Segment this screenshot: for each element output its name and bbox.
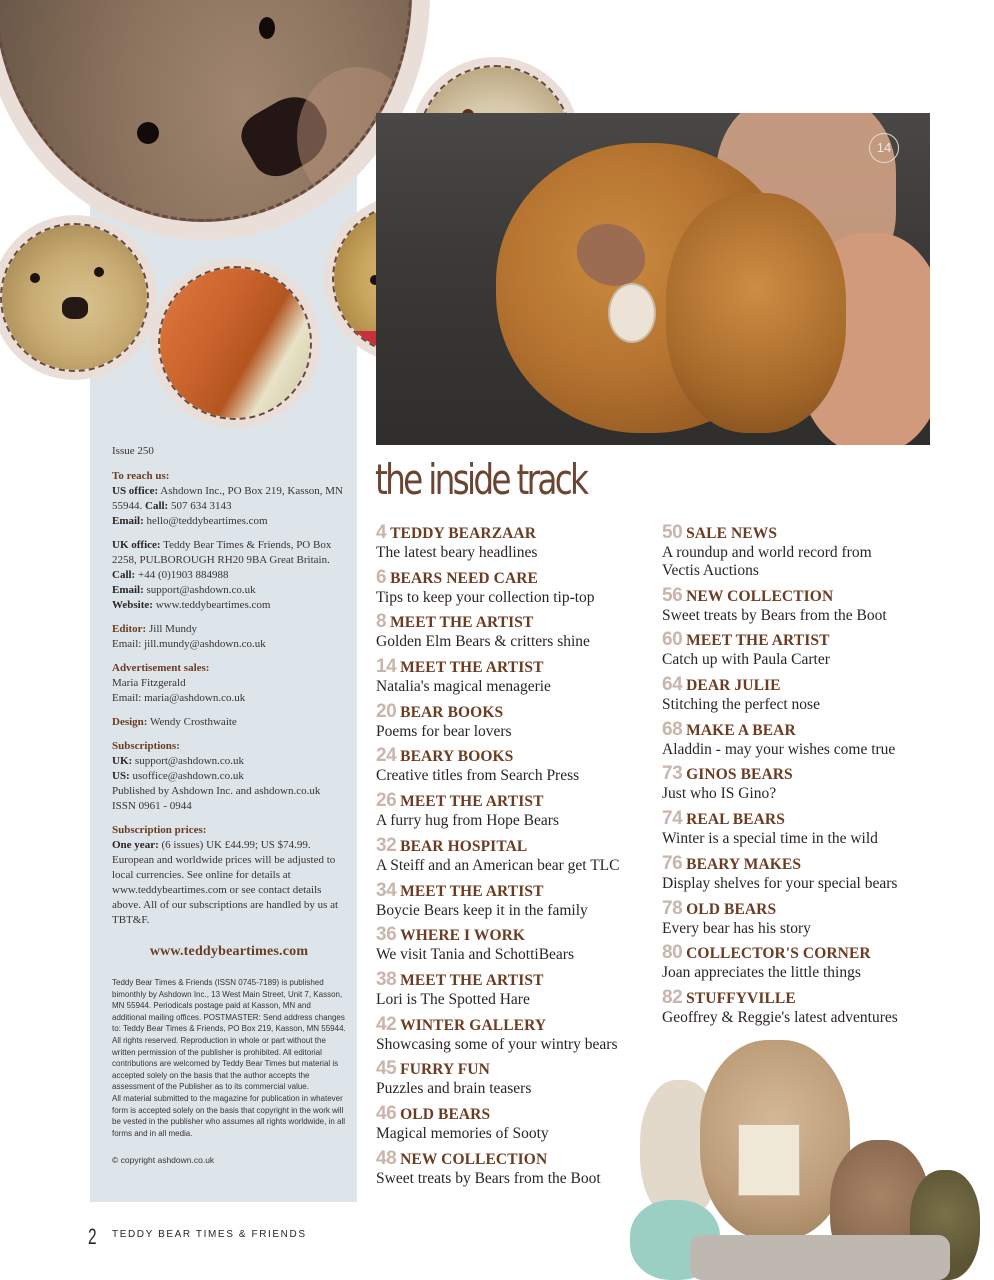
entry-section: SALE NEWS <box>686 525 778 542</box>
entry-page: 34 <box>376 879 397 901</box>
entry-desc: Creative titles from Search Press <box>376 767 580 785</box>
running-title: TEDDY BEAR TIMES & FRIENDS <box>112 1229 307 1240</box>
editor-email[interactable]: Email: jill.mundy@ashdown.co.uk <box>112 638 266 650</box>
entry-desc: Every bear has his story <box>662 919 811 937</box>
entry-section: BEARS NEED CARE <box>390 569 538 587</box>
contents-entry[interactable] <box>376 1148 666 1193</box>
entry-section: NEW COLLECTION <box>400 1150 548 1168</box>
entry-desc: Display shelves for your special bears <box>662 874 898 892</box>
published-by: Published by Ashdown Inc. and ashdown.co.uk ISSN 0961 - 0944 <box>112 785 321 812</box>
contents-entry[interactable] <box>662 898 962 943</box>
contents-entry[interactable] <box>376 790 666 835</box>
entry-desc: A Steiff and an American bear get TLC <box>376 856 620 874</box>
ads-block <box>112 661 346 706</box>
ads-name: Maria Fitzgerald <box>112 677 186 689</box>
entry-desc: Golden Elm Bears & critters shine <box>376 633 590 651</box>
entry-section: GINOS BEARS <box>686 766 793 784</box>
issue-number: Issue 250 <box>112 445 154 457</box>
entry-section: COLLECTOR'S CORNER <box>686 945 871 963</box>
entry-page: 42 <box>376 1013 397 1035</box>
entry-section: NEW COLLECTION <box>686 587 834 605</box>
contents-entry[interactable] <box>662 585 962 630</box>
subs-uk-email[interactable]: support@ashdown.co.uk <box>134 755 245 767</box>
page-number: 2 <box>88 1224 97 1249</box>
contents-entry[interactable] <box>662 763 962 808</box>
editor-label: Editor: <box>112 623 147 635</box>
contents-entry[interactable] <box>376 969 666 1014</box>
entry-section: BEARY BOOKS <box>400 748 514 766</box>
entry-page: 74 <box>662 808 683 830</box>
page-title: the inside track <box>375 455 587 504</box>
us-office-phone: 507 634 3143 <box>170 500 232 512</box>
entry-desc: Lori is The Spotted Hare <box>376 990 530 1008</box>
contents-entry[interactable] <box>376 880 666 925</box>
entry-section: BEARY MAKES <box>686 855 802 873</box>
uk-office-label: UK office: <box>112 539 161 551</box>
contents-entry[interactable] <box>376 835 666 880</box>
design-block <box>112 715 346 730</box>
uk-email-label: Email: <box>112 584 144 596</box>
entry-section: OLD BEARS <box>400 1105 491 1123</box>
design-label: Design: <box>112 716 148 728</box>
contents-entry[interactable] <box>376 1058 666 1103</box>
prices-heading: Subscription prices: <box>112 824 207 836</box>
bear-closeup-photo <box>0 0 430 240</box>
entry-page: 8 <box>376 611 387 633</box>
contents-entry[interactable] <box>662 674 962 719</box>
contents-entry[interactable] <box>662 808 962 853</box>
entry-page: 78 <box>662 897 683 919</box>
entry-desc: Aladdin - may your wishes come true <box>662 740 896 758</box>
entry-desc: Boycie Bears keep it in the family <box>376 901 588 919</box>
editor-block <box>112 622 346 652</box>
prices-note: European and worldwide prices will be adjusted to local currencies. See online for details at www.teddybeartimes.com or see contact details above. All of our subscriptions are handled by us at TBT&F. <box>112 854 339 926</box>
entry-page: 64 <box>662 674 683 696</box>
us-call-label: Call: <box>145 500 169 512</box>
entry-page: 56 <box>662 584 683 606</box>
entry-desc: We visit Tania and SchottiBears <box>376 946 574 964</box>
contents-entry[interactable] <box>662 719 962 764</box>
entry-desc: Poems for bear lovers <box>376 722 512 740</box>
entry-page: 26 <box>376 790 397 812</box>
us-office-address: Ashdown Inc., PO Box 219, Kasson, MN 55944. <box>112 485 344 512</box>
website-link[interactable]: www.teddybeartimes.com <box>155 599 271 611</box>
us-email-label: Email: <box>112 515 144 527</box>
entry-page: 6 <box>376 566 387 588</box>
entry-section: WHERE I WORK <box>400 927 526 945</box>
entry-section: OLD BEARS <box>686 900 777 918</box>
ads-heading: Advertisement sales: <box>112 662 210 674</box>
contents-entry[interactable] <box>376 924 666 969</box>
entry-desc: A furry hug from Hope Bears <box>376 812 559 830</box>
entry-page: 20 <box>376 700 397 722</box>
entry-desc: Showcasing some of your wintry bears <box>376 1035 618 1053</box>
entry-page: 68 <box>662 718 683 740</box>
design-name: Wendy Crosthwaite <box>150 716 237 728</box>
bear-group-photo <box>630 1040 994 1280</box>
uk-office-block <box>112 538 346 613</box>
contents-entry[interactable] <box>376 522 666 567</box>
contents-column-right <box>662 522 962 1032</box>
entry-section: MEET THE ARTIST <box>400 793 544 811</box>
us-office-label: US office: <box>112 485 159 497</box>
featured-bear-photo <box>376 113 930 445</box>
entry-page: 50 <box>662 522 683 543</box>
entry-page: 46 <box>376 1102 397 1124</box>
entry-page: 36 <box>376 924 397 946</box>
entry-section: BEAR HOSPITAL <box>400 837 528 855</box>
entry-desc: Joan appreciates the little things <box>662 964 861 982</box>
bear-photo-circle-3 <box>150 258 320 428</box>
subs-heading: Subscriptions: <box>112 740 180 752</box>
us-office-email[interactable]: hello@teddybeartimes.com <box>146 515 268 527</box>
reach-heading: To reach us: <box>112 470 170 482</box>
entry-section: BEAR BOOKS <box>400 703 504 721</box>
subs-us-email[interactable]: usoffice@ashdown.co.uk <box>132 770 244 782</box>
entry-section: FURRY FUN <box>400 1061 490 1079</box>
entry-desc: The latest beary headlines <box>376 544 538 561</box>
entry-desc: Sweet treats by Bears from the Boot <box>662 606 887 624</box>
contents-entry[interactable] <box>662 522 962 585</box>
entry-page: 82 <box>662 986 683 1008</box>
contents-entry[interactable] <box>662 942 962 987</box>
entry-page: 73 <box>662 763 683 785</box>
contents-column-left <box>376 522 666 1192</box>
legal-text <box>112 977 346 1139</box>
entry-desc: Magical memories of Sooty <box>376 1124 549 1142</box>
entry-desc: Just who IS Gino? <box>662 785 777 803</box>
contents-entry[interactable] <box>376 611 666 656</box>
uk-office-address: Teddy Bear Times & Friends, PO Box 2258, PULBOROUGH RH20 9BA Great Britain. <box>112 539 332 566</box>
entry-section: STUFFYVILLE <box>686 989 796 1007</box>
contents-entry[interactable] <box>376 656 666 701</box>
one-year-price: (6 issues) UK £44.99; US $74.99. <box>161 839 311 851</box>
entry-section: MEET THE ARTIST <box>400 659 544 677</box>
subs-uk-label: UK: <box>112 755 133 767</box>
entry-page: 48 <box>376 1147 397 1169</box>
entry-section: MAKE A BEAR <box>686 721 796 739</box>
entry-desc: Winter is a special time in the wild <box>662 830 878 848</box>
entry-page: 38 <box>376 968 397 990</box>
entry-desc: Puzzles and brain teasers <box>376 1080 532 1098</box>
entry-desc: Natalia's magical menagerie <box>376 678 551 696</box>
uk-call-label: Call: <box>112 569 136 581</box>
contents-entry[interactable] <box>376 745 666 790</box>
entry-section: MEET THE ARTIST <box>400 971 544 989</box>
ads-email[interactable]: Email: maria@ashdown.co.uk <box>112 692 246 704</box>
one-year-label: One year: <box>112 839 159 851</box>
website-label: Website: <box>112 599 153 611</box>
entry-section: TEDDY BEARZAAR <box>390 525 537 542</box>
copyright: © copyright ashdown.co.uk <box>112 1155 215 1166</box>
subscriptions-block <box>112 739 346 814</box>
entry-page: 4 <box>376 522 387 543</box>
contents-entry[interactable] <box>662 853 962 898</box>
contents-entry[interactable] <box>376 1103 666 1148</box>
entry-page: 60 <box>662 629 683 651</box>
legal-paragraph-1: Teddy Bear Times & Friends (ISSN 0745-7189) is published bimonthly by Ashdown Inc., 13 West Main Street, Unit 7, Kasson, MN 55944. Periodicals postage paid at Kasson, MN and additional mailing offices. POSTMASTER: Send address changes to: Teddy Bear Times & Friends, PO Box 219, Kasson, MN 55944. <box>112 978 346 1034</box>
uk-office-phone: +44 (0)1903 884988 <box>137 569 229 581</box>
entry-desc: Geoffrey & Reggie's latest adventures <box>662 1008 898 1026</box>
entry-section: REAL BEARS <box>686 811 785 829</box>
masthead-text <box>112 444 346 1177</box>
entry-desc: Sweet treats by Bears from the Boot <box>376 1169 601 1187</box>
contents-entry[interactable] <box>662 629 962 674</box>
subs-us-label: US: <box>112 770 130 782</box>
legal-paragraph-3: All material submitted to the magazine for publication in whatever form is accepted solely on the basis that copyright in the work will be vested in the publisher who assumes all rights worldwide, in all forms and in all media. <box>112 1093 346 1138</box>
editor-name: Jill Mundy <box>148 623 197 635</box>
entry-section: MEET THE ARTIST <box>686 632 830 650</box>
page-badge: 14 <box>869 133 899 163</box>
entry-page: 24 <box>376 745 397 767</box>
contents-entry[interactable] <box>376 567 666 612</box>
entry-page: 80 <box>662 942 683 964</box>
entry-page: 14 <box>376 656 397 678</box>
entry-page: 45 <box>376 1058 397 1080</box>
entry-desc: Tips to keep your collection tip-top <box>376 588 595 606</box>
contact-us-block <box>112 469 346 529</box>
contents-entry[interactable] <box>662 987 962 1032</box>
contents-entry[interactable] <box>376 701 666 746</box>
legal-paragraph-2: All rights reserved. Reproduction in whole or part without the written permission of the publisher is prohibited. All editorial contributions are welcomed by Teddy Bear Times but material is accepted solely on the basis that the author accepts the assessment of the Publisher as to its commercial value. <box>112 1035 339 1092</box>
entry-desc: Catch up with Paula Carter <box>662 651 830 669</box>
entry-section: MEET THE ARTIST <box>390 614 534 632</box>
entry-section: DEAR JULIE <box>686 677 781 695</box>
prices-block <box>112 823 346 928</box>
uk-office-email[interactable]: support@ashdown.co.uk <box>146 584 256 596</box>
entry-page: 76 <box>662 852 683 874</box>
entry-page: 32 <box>376 834 397 856</box>
entry-section: MEET THE ARTIST <box>400 882 544 900</box>
website-url[interactable]: www.teddybeartimes.com <box>149 944 309 959</box>
contents-entry[interactable] <box>376 1014 666 1059</box>
entry-section: WINTER GALLERY <box>400 1016 547 1034</box>
entry-desc: A roundup and world record from Vectis Auctions <box>662 544 872 579</box>
entry-desc: Stitching the perfect nose <box>662 696 820 714</box>
